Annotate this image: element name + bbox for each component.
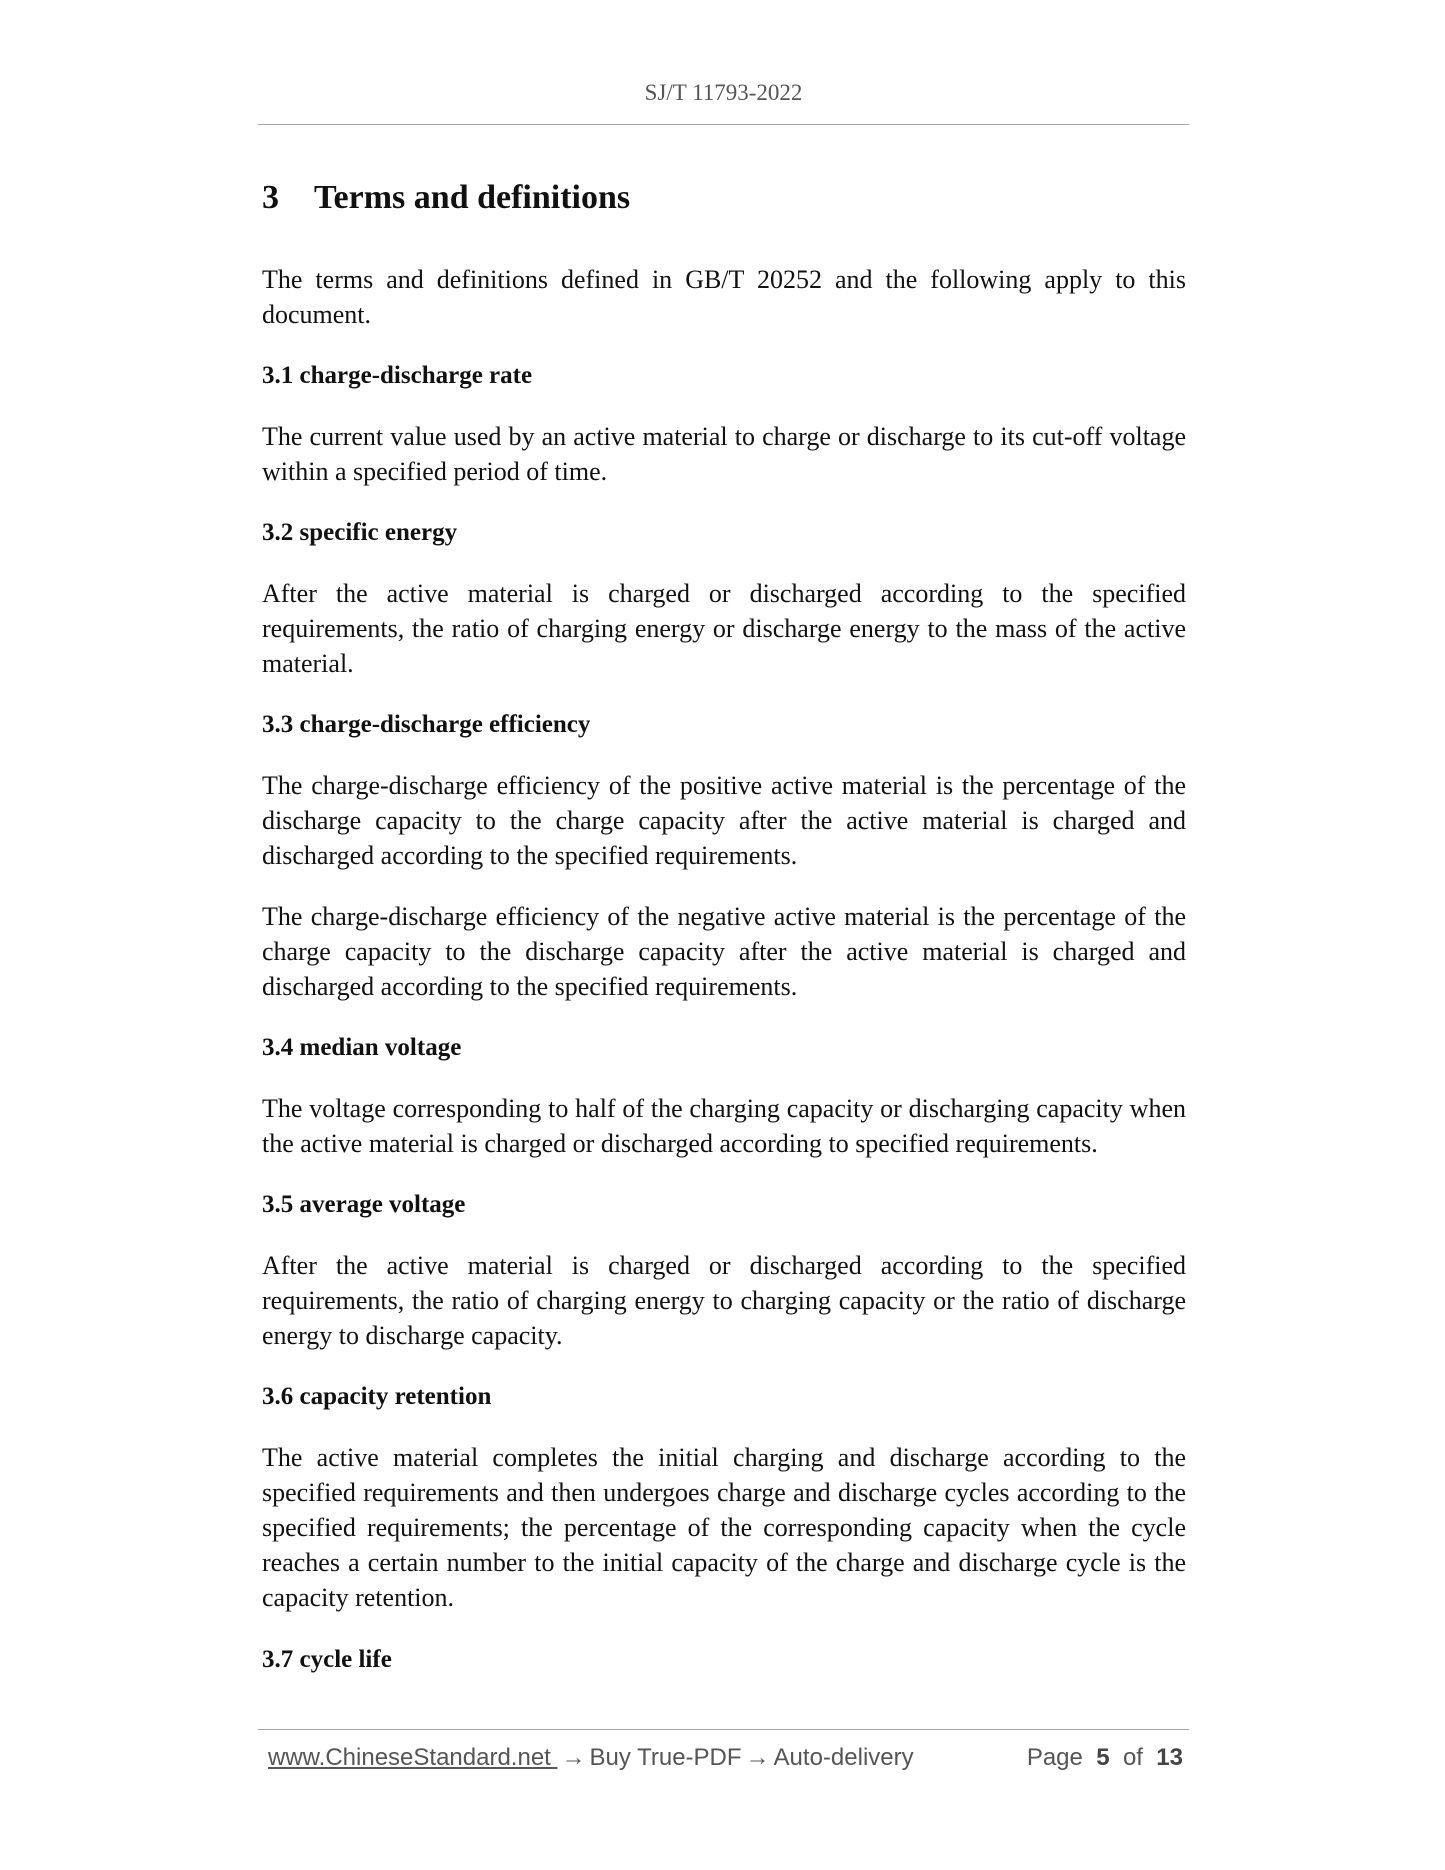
term-definition: The current value used by an active material to charge or discharge to its cut-off voltage within a specified period of time. xyxy=(262,422,1186,486)
term-heading-3-6: 3.6 capacity retention xyxy=(262,1383,492,1410)
footer-links xyxy=(268,1744,914,1772)
buy-true-pdf-text: Buy True-PDF xyxy=(589,1744,742,1771)
term-heading-3-5: 3.5 average voltage xyxy=(262,1191,466,1218)
term-definition: The charge-discharge efficiency of the positive active material is the percentage of the discharge capacity to the charge capacity after the active material is charged and discharged according to the specified requirements. xyxy=(262,771,1186,870)
page-number xyxy=(1027,1744,1183,1772)
term-heading-3-2: 3.2 specific energy xyxy=(262,519,458,546)
header-divider xyxy=(258,124,1189,125)
arrow-right-icon: → xyxy=(745,1744,770,1771)
term-definition: The voltage corresponding to half of the charging capacity or discharging capacity when the active material is charged or discharged according to specified requirements. xyxy=(262,1094,1186,1158)
page-content xyxy=(262,176,1186,1677)
term-heading-3-7: 3.7 cycle life xyxy=(262,1646,392,1673)
page-total: 13 xyxy=(1156,1744,1183,1771)
term-definition: The active material completes the initial charging and discharge according to the specified requirements and then undergoes charge and discharge cycles according to the specified requirements; the percentage of the corresponding capacity when the cycle reaches a certain number to the initial capacity of the charge and discharge cycle is the capacity retention. xyxy=(262,1443,1186,1612)
page-current: 5 xyxy=(1096,1744,1110,1771)
term-heading-3-4: 3.4 median voltage xyxy=(262,1034,462,1061)
page-footer xyxy=(268,1744,1183,1778)
page-header-title: SJ/T 11793-2022 xyxy=(644,80,803,105)
intro-paragraph: The terms and definitions defined in GB/T 20252 and the following apply to this document. xyxy=(262,265,1186,329)
arrow-right-icon: → xyxy=(561,1744,586,1771)
section-number: 3 xyxy=(262,179,279,216)
footer-divider xyxy=(258,1729,1189,1730)
section-title: Terms and definitions xyxy=(314,179,631,216)
term-definition: After the active material is charged or discharged according to the specified requirements, the ratio of charging energy to charging capacity or the ratio of discharge energy to discharge capacity. xyxy=(262,1251,1186,1350)
auto-delivery-text: Auto-delivery xyxy=(773,1744,914,1771)
term-definition: The charge-discharge efficiency of the negative active material is the percentage of the charge capacity to the discharge capacity after the active material is charged and discharged according to the specified requirements. xyxy=(262,902,1186,1001)
term-definition: After the active material is charged or discharged according to the specified requirements, the ratio of charging energy or discharge energy to the mass of the active material. xyxy=(262,579,1186,678)
term-heading-3-1: 3.1 charge-discharge rate xyxy=(262,362,533,389)
page-of: of xyxy=(1122,1744,1143,1771)
page-label: Page xyxy=(1026,1744,1083,1771)
section-heading xyxy=(262,176,1186,220)
term-heading-3-3: 3.3 charge-discharge efficiency xyxy=(262,711,591,738)
chinesestandard-link[interactable]: www.ChineseStandard.net xyxy=(268,1744,558,1771)
